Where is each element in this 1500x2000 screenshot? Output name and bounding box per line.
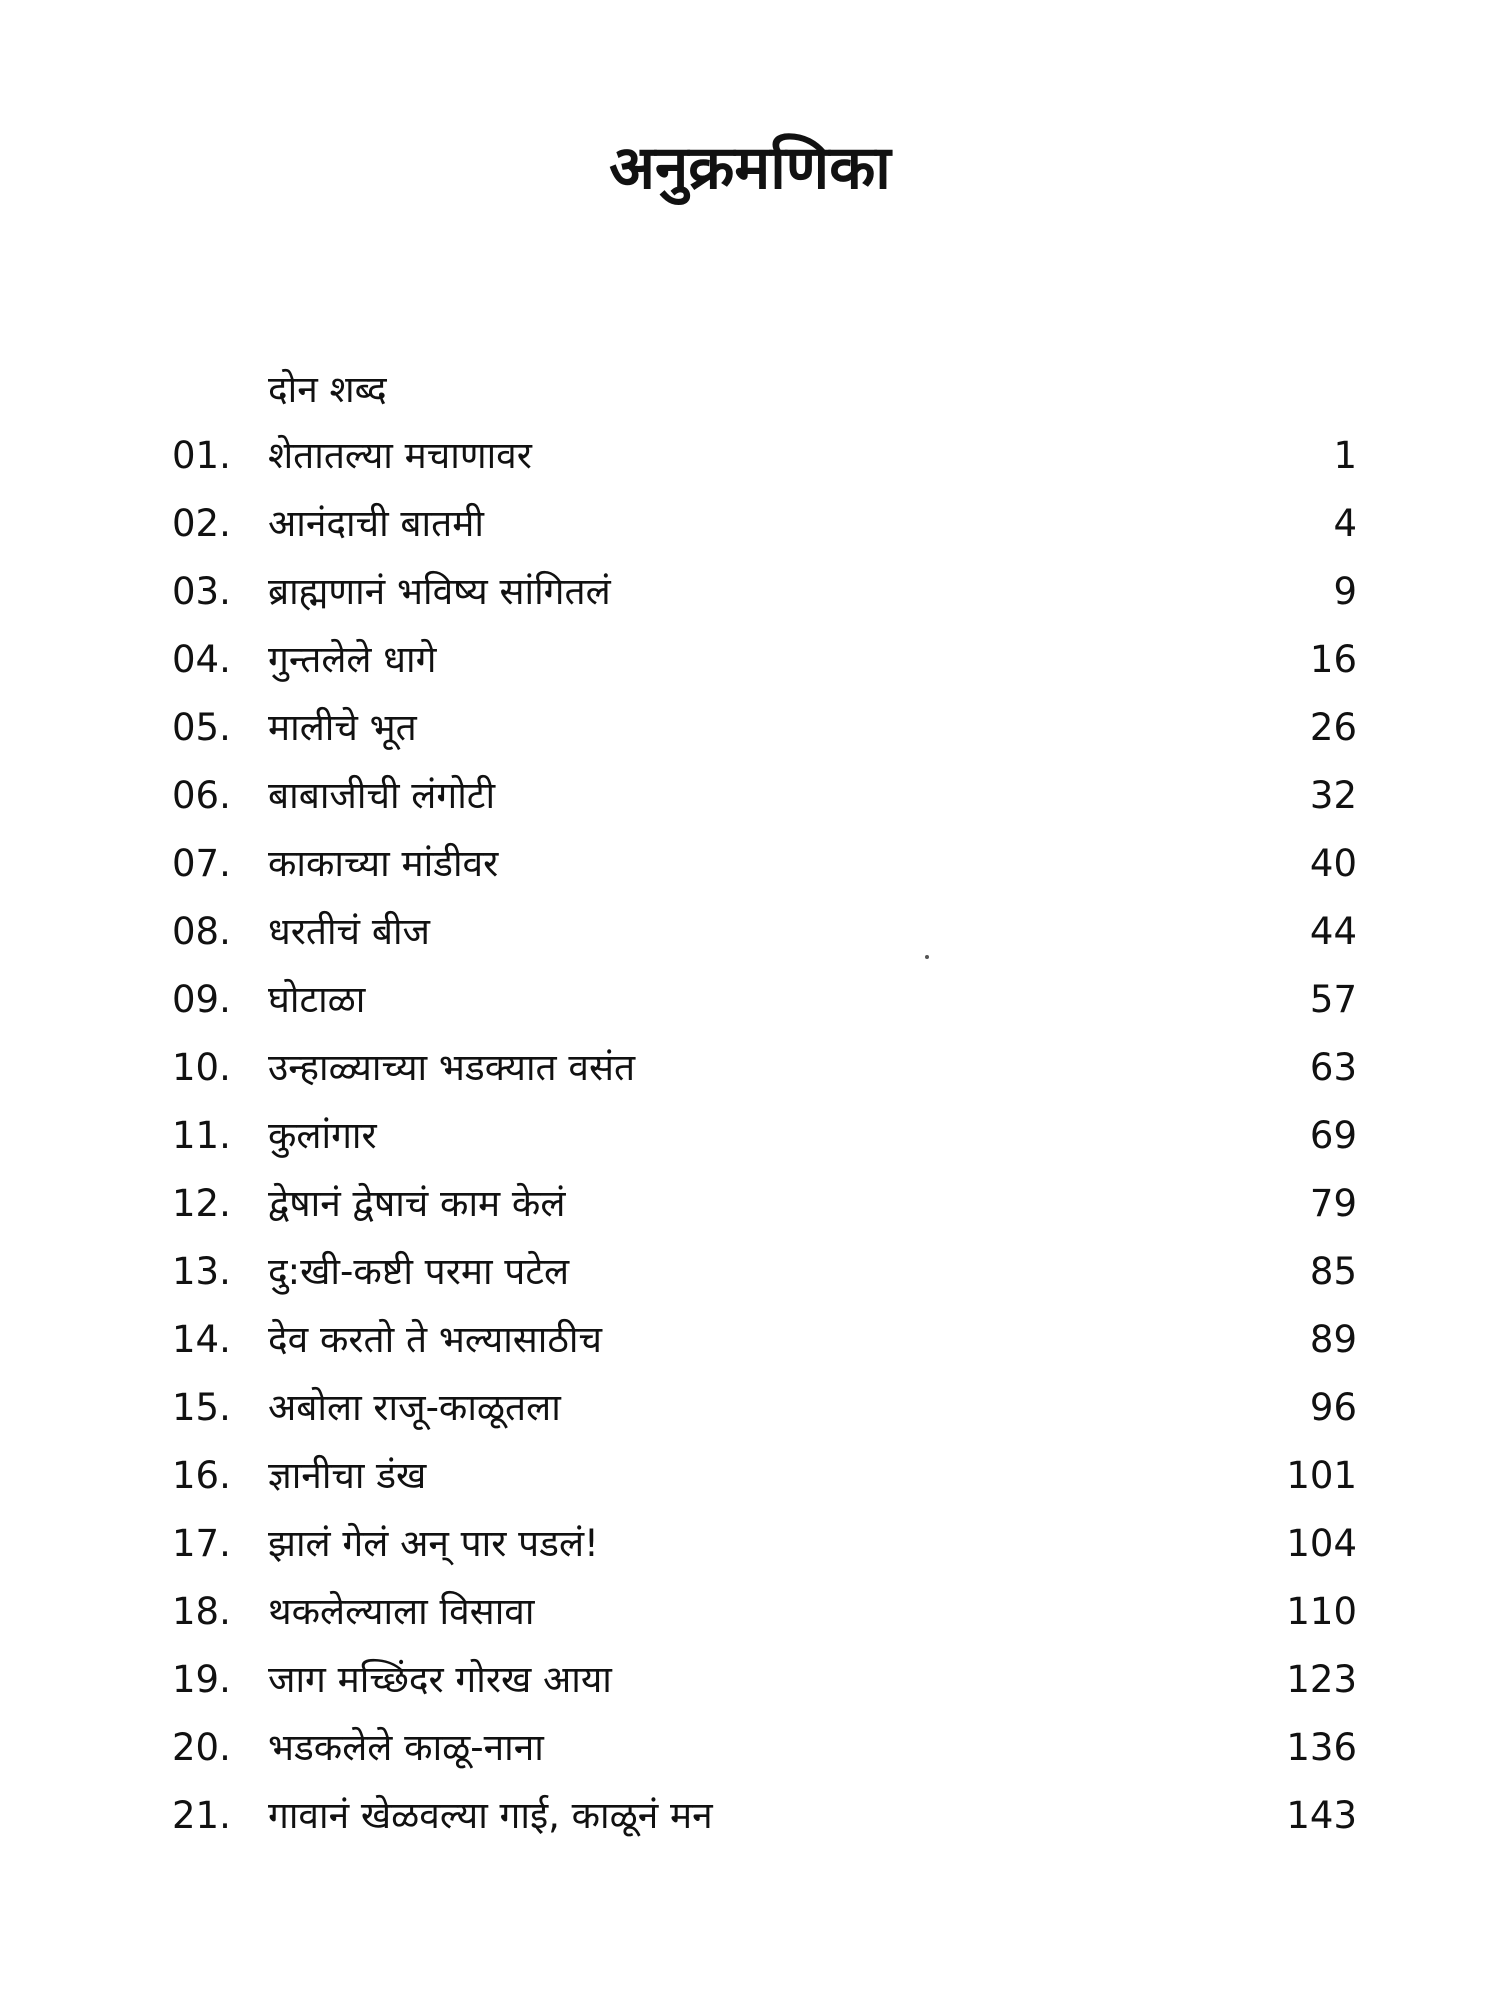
toc-row <box>172 1306 1357 1374</box>
print-speck <box>925 955 929 959</box>
toc-entry-page: 44 <box>1309 910 1357 953</box>
toc-entry-page: 57 <box>1309 978 1357 1021</box>
toc-row <box>172 694 1357 762</box>
toc-entry-number: 17. <box>172 1522 231 1565</box>
toc-entry-page: 26 <box>1309 706 1357 749</box>
toc-row <box>172 422 1357 490</box>
toc-entry-page: 79 <box>1309 1182 1357 1225</box>
toc-row <box>172 490 1357 558</box>
toc-entry-title: झालं गेलं अन् पार पडलं! <box>268 1522 599 1565</box>
toc-entry-page: 89 <box>1309 1318 1357 1361</box>
toc-row <box>172 626 1357 694</box>
toc-entry-title: धरतीचं बीज <box>268 910 430 953</box>
toc-entry-page: 63 <box>1309 1046 1357 1089</box>
toc-entry-title: घोटाळा <box>268 978 366 1021</box>
toc-entry-title: कुलांगार <box>268 1114 377 1157</box>
toc-entry-title: आनंदाची बातमी <box>268 502 484 545</box>
toc-entry-number: 08. <box>172 910 231 953</box>
toc-entry-title: ज्ञानीचा डंख <box>268 1454 427 1497</box>
toc-row <box>172 558 1357 626</box>
toc-entry-page: 1 <box>1333 434 1357 477</box>
toc-row <box>172 1714 1357 1782</box>
toc-row <box>172 1646 1357 1714</box>
toc-entry-title: गावानं खेळवल्या गाई, काळूनं मन <box>268 1794 713 1837</box>
toc-entry-page: 40 <box>1309 842 1357 885</box>
toc-entry-page: 85 <box>1309 1250 1357 1293</box>
toc-entry-number: 04. <box>172 638 231 681</box>
toc-row <box>172 1442 1357 1510</box>
toc-entry-title: जाग मच्छिंदर गोरख आया <box>268 1658 612 1701</box>
toc-entry-page: 101 <box>1286 1454 1357 1497</box>
toc-entry-number: 13. <box>172 1250 231 1293</box>
toc-entry-number: 20. <box>172 1726 231 1769</box>
toc-entry-title: शेतातल्या मचाणावर <box>268 434 532 477</box>
toc-row <box>172 762 1357 830</box>
toc-entry-number: 21. <box>172 1794 231 1837</box>
toc-row <box>172 1578 1357 1646</box>
page-title: अनुक्रमणिका <box>609 133 891 203</box>
toc-entry-page: 4 <box>1333 502 1357 545</box>
toc-list <box>172 422 1357 1850</box>
toc-entry-title: गुन्तलेले धागे <box>268 638 437 681</box>
toc-entry-page: 104 <box>1286 1522 1357 1565</box>
toc-entry-number: 14. <box>172 1318 231 1361</box>
toc-row <box>172 1782 1357 1850</box>
toc-entry-page: 110 <box>1286 1590 1357 1633</box>
toc-entry-page: 9 <box>1333 570 1357 613</box>
toc-entry-title: अबोला राजू-काळूतला <box>268 1386 561 1429</box>
toc-entry-title: काकाच्या मांडीवर <box>268 842 499 885</box>
toc-row <box>172 966 1357 1034</box>
toc-row <box>172 1510 1357 1578</box>
toc-row <box>172 898 1357 966</box>
toc-entry-title: उन्हाळ्याच्या भडक्यात वसंत <box>268 1046 636 1089</box>
preface-entry: दोन शब्द <box>268 368 387 411</box>
toc-entry-number: 06. <box>172 774 231 817</box>
toc-entry-page: 96 <box>1309 1386 1357 1429</box>
toc-entry-number: 11. <box>172 1114 231 1157</box>
toc-entry-title: मालीचे भूत <box>268 706 417 749</box>
toc-row <box>172 1034 1357 1102</box>
toc-entry-title: द्वेषानं द्वेषाचं काम केलं <box>268 1182 566 1225</box>
toc-entry-number: 10. <box>172 1046 231 1089</box>
toc-entry-number: 01. <box>172 434 231 477</box>
toc-row <box>172 1102 1357 1170</box>
toc-entry-number: 07. <box>172 842 231 885</box>
toc-entry-title: देव करतो ते भल्यासाठीच <box>268 1318 602 1361</box>
toc-entry-title: दु:खी-कष्टी परमा पटेल <box>268 1250 570 1293</box>
toc-entry-page: 32 <box>1309 774 1357 817</box>
toc-row <box>172 1374 1357 1442</box>
toc-entry-page: 123 <box>1286 1658 1357 1701</box>
toc-entry-number: 09. <box>172 978 231 1021</box>
toc-entry-page: 136 <box>1286 1726 1357 1769</box>
toc-entry-title: बाबाजीची लंगोटी <box>268 774 496 817</box>
toc-entry-number: 16. <box>172 1454 231 1497</box>
toc-entry-number: 19. <box>172 1658 231 1701</box>
toc-entry-number: 03. <box>172 570 231 613</box>
toc-entry-page: 16 <box>1309 638 1357 681</box>
toc-entry-title: ब्राह्मणानं भविष्य सांगितलं <box>268 570 611 613</box>
toc-entry-number: 18. <box>172 1590 231 1633</box>
toc-entry-title: भडकलेले काळू-नाना <box>268 1726 544 1769</box>
toc-entry-number: 02. <box>172 502 231 545</box>
toc-row <box>172 1238 1357 1306</box>
toc-entry-title: थकलेल्याला विसावा <box>268 1590 535 1633</box>
toc-row <box>172 1170 1357 1238</box>
toc-entry-number: 15. <box>172 1386 231 1429</box>
toc-entry-page: 143 <box>1286 1794 1357 1837</box>
toc-entry-number: 12. <box>172 1182 231 1225</box>
toc-row <box>172 830 1357 898</box>
toc-entry-number: 05. <box>172 706 231 749</box>
toc-entry-page: 69 <box>1309 1114 1357 1157</box>
